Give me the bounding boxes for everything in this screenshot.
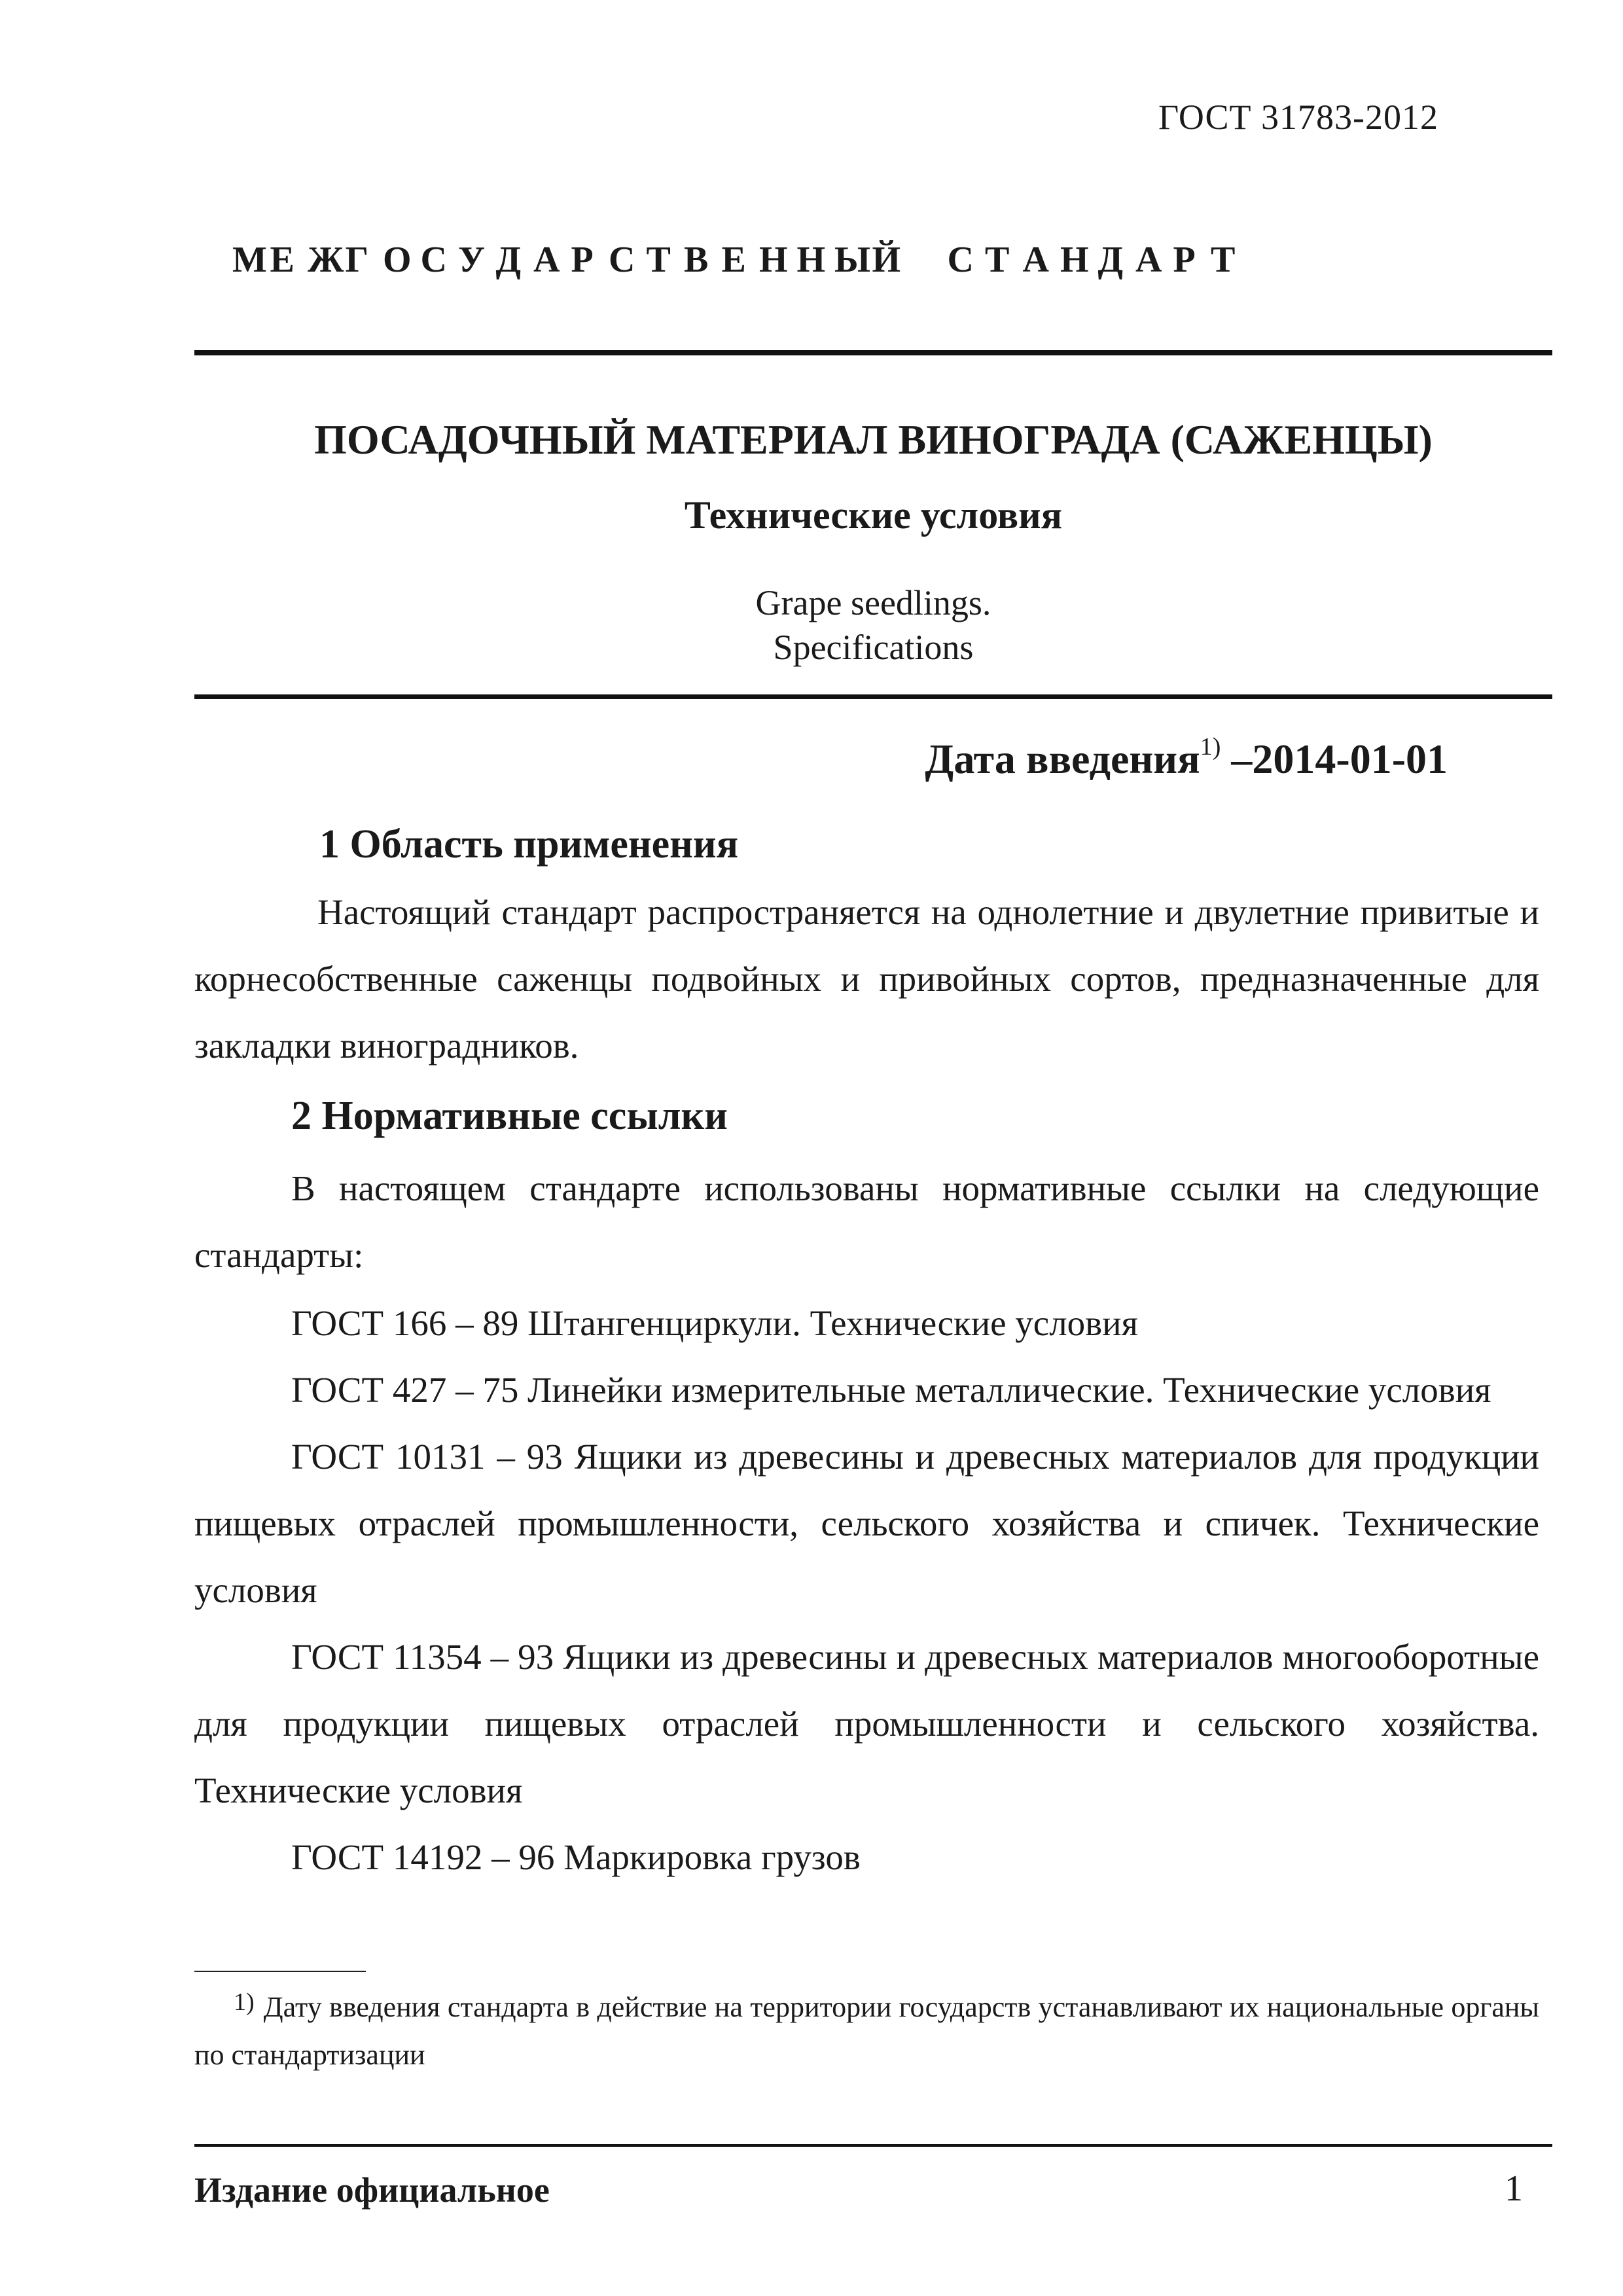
interstate-letter: Е — [270, 240, 294, 280]
interstate-letter: Р — [571, 240, 594, 280]
interstate-letter: О — [383, 240, 412, 280]
document-code: ГОСТ 31783-2012 — [1158, 98, 1438, 137]
interstate-letter — [910, 239, 948, 281]
interstate-letter: С — [609, 240, 635, 280]
introduction-date-label: Дата введения — [925, 736, 1200, 782]
interstate-letter: Г — [345, 240, 369, 280]
footnote-separator — [194, 1971, 366, 1972]
top-divider — [194, 350, 1552, 355]
interstate-letter: С — [420, 240, 447, 280]
interstate-letter: Т — [1211, 240, 1236, 280]
section-heading-normative-references: 2 Нормативные ссылки — [291, 1094, 728, 1138]
interstate-letter: Р — [1173, 240, 1196, 280]
document-subtitle: Технические условия — [684, 493, 1063, 537]
interstate-letter: Ж — [308, 240, 344, 280]
footnote-text: Дату введения стандарта в действие на территории государств устанавливают их национальные органы по стандартизации — [194, 1991, 1539, 2071]
interstate-letter: А — [1135, 240, 1162, 280]
interstate-letter: У — [458, 240, 486, 280]
page-number: 1 — [1505, 2168, 1523, 2209]
interstate-letter: М — [232, 240, 267, 280]
section-heading-scope: 1 Область применения — [319, 822, 739, 867]
title-divider — [194, 694, 1552, 699]
interstate-letter: Н — [1060, 240, 1089, 280]
english-title-line2: Specifications — [773, 628, 974, 667]
interstate-letter: А — [1022, 240, 1049, 280]
interstate-letter: Д — [1097, 240, 1124, 280]
footer-divider — [194, 2144, 1552, 2147]
interstate-letter: Д — [495, 240, 522, 280]
interstate-letter: А — [533, 240, 560, 280]
reference-item: ГОСТ 11354 – 93 Ящики из древесины и древесных материалов многооборотные для продукции пищевых отраслей промышленности и сельского хозяйства. Технические условия — [194, 1637, 1539, 1810]
reference-item: ГОСТ 427 – 75 Линейки измерительные металлические. Технические условия — [291, 1370, 1491, 1410]
interstate-letter: Ы — [834, 240, 870, 280]
reference-item: ГОСТ 10131 – 93 Ящики из древесины и древесных материалов для продукции пищевых отраслей промышленности, сельского хозяйства и спичек. Технические условия — [194, 1437, 1539, 1610]
footnote-mark: 1) — [234, 1988, 255, 2016]
footnote — [194, 1983, 1539, 2079]
interstate-letter: Т — [985, 240, 1010, 280]
reference-list — [194, 1290, 1539, 1891]
interstate-letter: В — [684, 240, 709, 280]
interstate-letter: Т — [646, 240, 671, 280]
introduction-date — [925, 735, 1448, 783]
reference-item: ГОСТ 14192 – 96 Маркировка грузов — [291, 1837, 861, 1877]
interstate-letter: Е — [721, 240, 746, 280]
interstate-letter: Й — [872, 240, 901, 280]
interstate-letter: Н — [796, 240, 826, 280]
document-title: ПОСАДОЧНЫЙ МАТЕРИАЛ ВИНОГРАДА (САЖЕНЦЫ) — [314, 416, 1433, 463]
interstate-letter: Н — [759, 240, 788, 280]
english-title-line1: Grape seedlings. — [755, 583, 991, 622]
introduction-date-value: –2014-01-01 — [1231, 736, 1448, 782]
reference-item: ГОСТ 166 – 89 Штангенциркули. Технические условия — [291, 1303, 1138, 1343]
normative-references-intro: В настоящем стандарте использованы нормативные ссылки на следующие стандарты: — [194, 1168, 1539, 1275]
footnote-reference: 1) — [1200, 733, 1221, 761]
scope-paragraph: Настоящий стандарт распространяется на однолетние и двулетние привитые и корнесобственные саженцы подвойных и привойных сортов, предназначенные для закладки виноградников. — [194, 892, 1539, 1066]
edition-label: Издание официальное — [194, 2170, 550, 2210]
interstate-standard-label — [232, 239, 1476, 281]
interstate-letter: С — [947, 240, 974, 280]
